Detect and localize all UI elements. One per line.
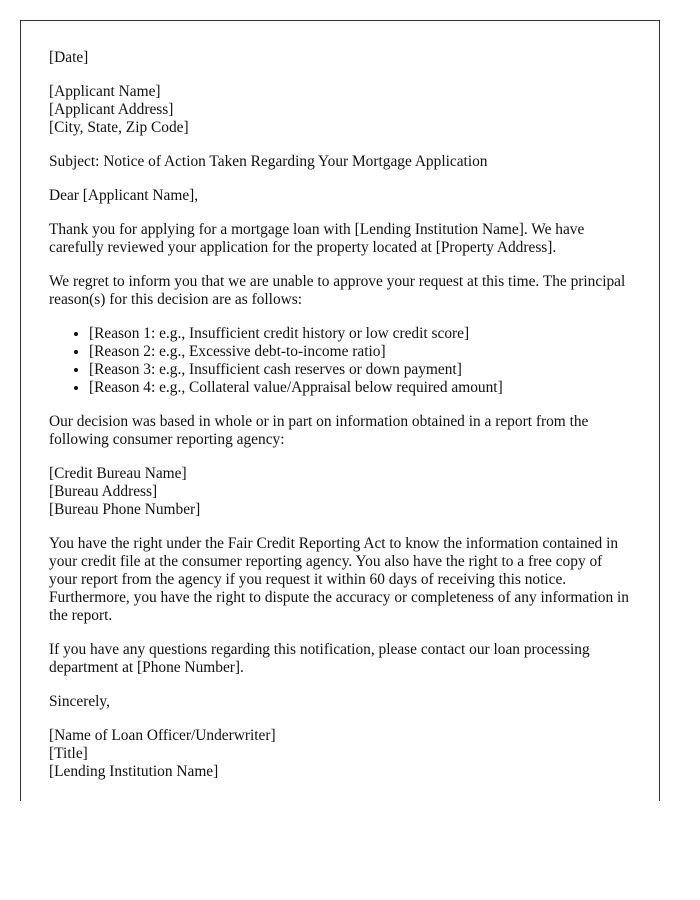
reasons-list — [49, 325, 631, 397]
closing: Sincerely, — [49, 693, 110, 710]
recipient-name: [Applicant Name] — [49, 83, 161, 100]
letter-body — [49, 49, 631, 797]
bureau-phone: [Bureau Phone Number] — [49, 501, 201, 518]
intro-paragraph: Thank you for applying for a mortgage loan with [Lending Institution Name]. We have carefully reviewed your application for the property located at [Property Address]. — [49, 221, 585, 256]
bureau-name: [Credit Bureau Name] — [49, 465, 187, 482]
recipient-city-state-zip: [City, State, Zip Code] — [49, 119, 189, 136]
reason-item: • [Reason 2: e.g., Excessive debt-to-income ratio] — [89, 343, 631, 361]
signature-block — [49, 727, 631, 781]
salutation: Dear [Applicant Name], — [49, 187, 199, 204]
reason-item: • [Reason 4: e.g., Collateral value/Appraisal below required amount] — [89, 379, 631, 397]
reason-item: • [Reason 1: e.g., Insufficient credit history or low credit score] — [89, 325, 631, 343]
rights-paragraph: You have the right under the Fair Credit Reporting Act to know the information contained in your credit file at the consumer reporting agency. You also have the right to a free copy of your report from the agency if you request it within 60 days of receiving this notice. Furthermore, you have the right to dispute the accuracy or completeness of any information in the report. — [49, 535, 629, 624]
agency-intro-paragraph: Our decision was based in whole or in part on information obtained in a report from the following consumer reporting agency: — [49, 413, 589, 448]
signature-institution: [Lending Institution Name] — [49, 763, 219, 780]
recipient-block — [49, 83, 631, 137]
letter-page — [20, 20, 660, 801]
bureau-address: [Bureau Address] — [49, 483, 158, 500]
contact-paragraph: If you have any questions regarding this notification, please contact our loan processing department at [Phone Number]. — [49, 641, 590, 676]
subject-line: Subject: Notice of Action Taken Regarding Your Mortgage Application — [49, 153, 488, 170]
signature-name: [Name of Loan Officer/Underwriter] — [49, 727, 276, 744]
bureau-block — [49, 465, 631, 519]
decision-paragraph: We regret to inform you that we are unable to approve your request at this time. The principal reason(s) for this decision are as follows: — [49, 273, 626, 308]
reason-item: • [Reason 3: e.g., Insufficient cash reserves or down payment] — [89, 361, 631, 379]
signature-title: [Title] — [49, 745, 88, 762]
recipient-address: [Applicant Address] — [49, 101, 174, 118]
letter-date: [Date] — [49, 49, 89, 66]
